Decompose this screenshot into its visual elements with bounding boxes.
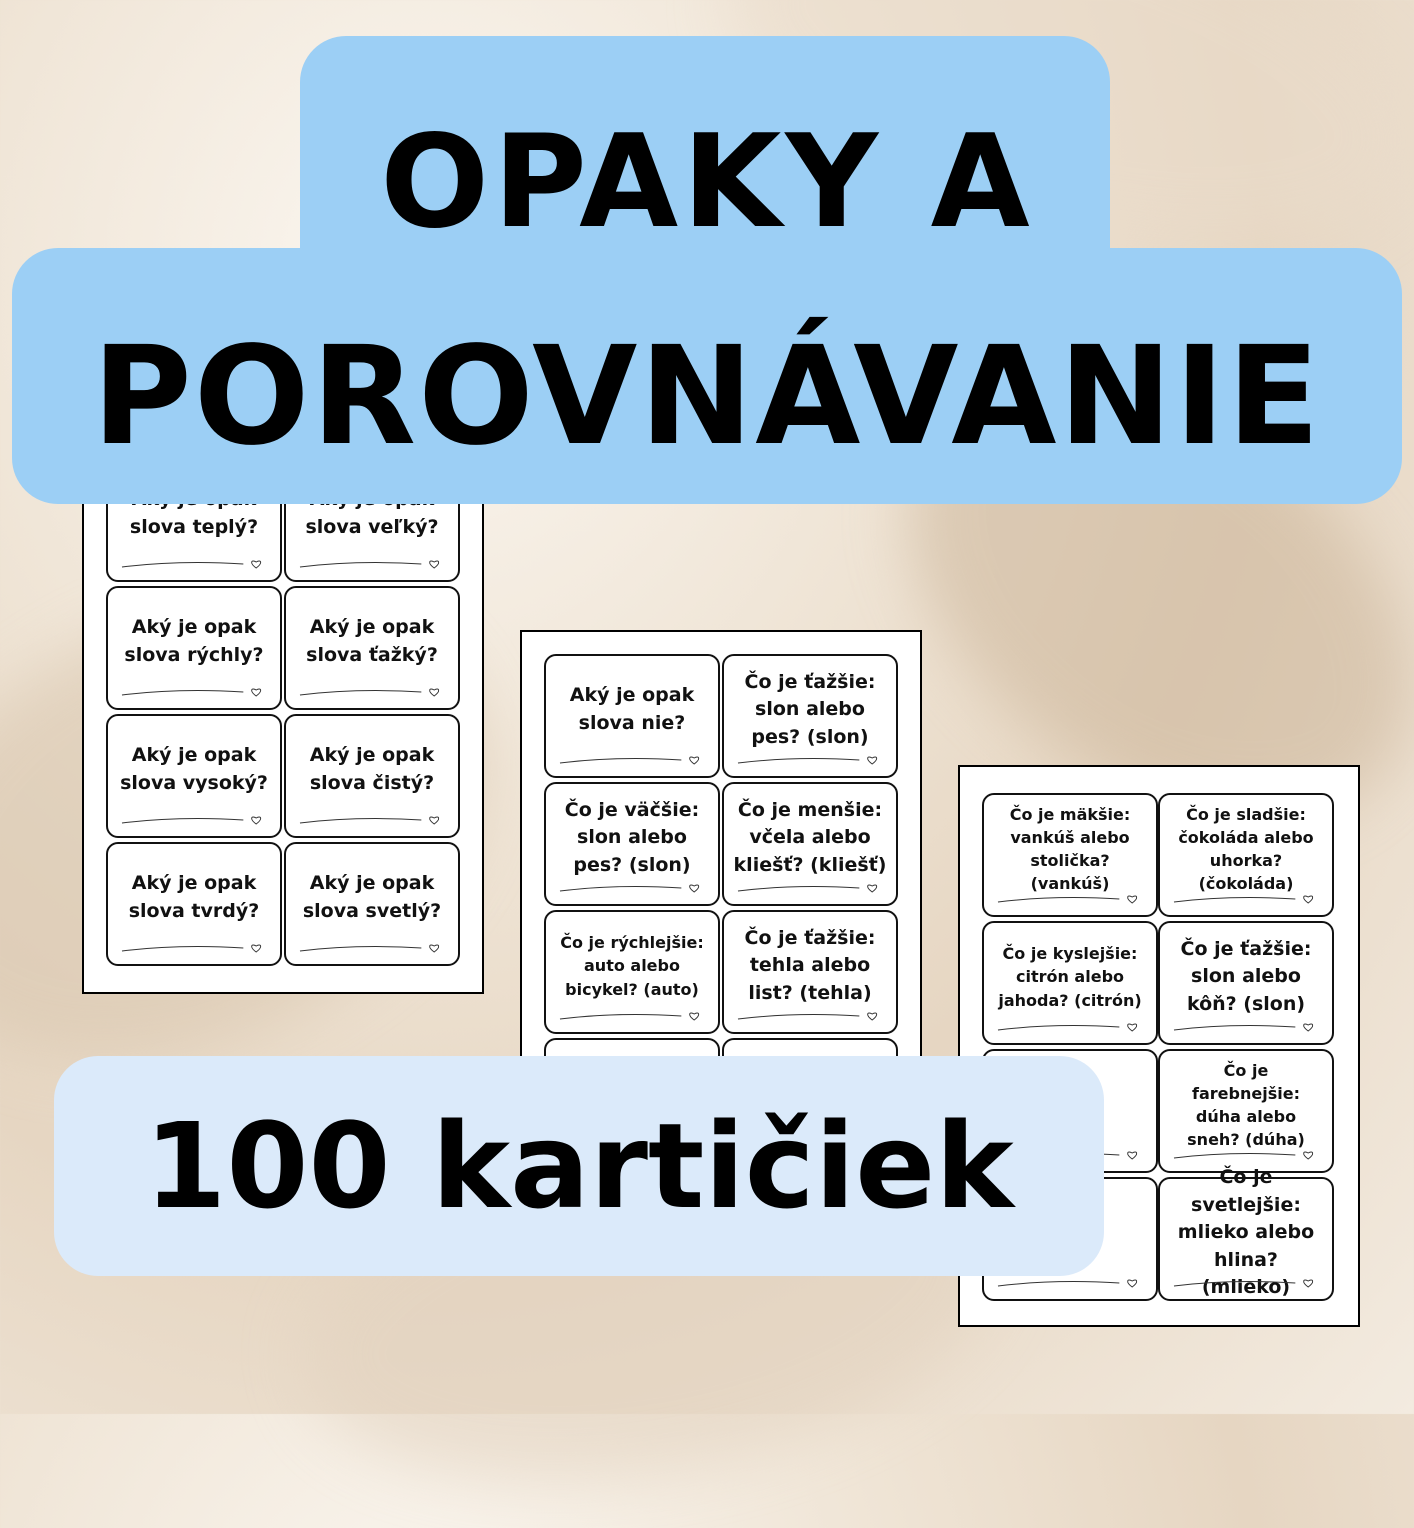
flashcard: Aký je opak slova tvrdý? [106,842,282,966]
page-title-line-2: POROVNÁVANIE [92,318,1322,476]
heart-swoosh-icon [1172,893,1320,905]
flashcard: Čo je ťažšie: slon alebo kôň? (slon) [1158,921,1334,1045]
heart-swoosh-icon [558,882,706,894]
flashcard: Čo je menšie: včela alebo kliešť? (kliešť) [722,782,898,906]
flashcard: Čo je kyslejšie: citrón alebo jahoda? (citrón) [982,921,1158,1045]
heart-swoosh-icon [736,754,884,766]
flashcard: Čo je rýchlejšie: auto alebo bicykel? (auto) [544,910,720,1034]
heart-swoosh-icon [736,1010,884,1022]
flashcard: Aký je opak slova čistý? [284,714,460,838]
heart-swoosh-icon [996,1277,1144,1289]
flashcard: Aký je opak slova vysoký? [106,714,282,838]
card-count-badge [54,1056,1104,1276]
heart-swoosh-icon [298,558,446,570]
heart-swoosh-icon [1172,1149,1320,1161]
flashcard: Čo je ťažšie: tehla alebo list? (tehla) [722,910,898,1034]
card-sheet-preview [82,448,484,994]
heart-swoosh-icon [558,1010,706,1022]
flashcard: Čo je svetlejšie: mlieko alebo hlina? (mlieko) [1158,1177,1334,1301]
heart-swoosh-icon [1172,1277,1320,1289]
flashcard: Čo je väčšie: slon alebo pes? (slon) [544,782,720,906]
card-sheet-preview [520,630,922,1090]
flashcard: Čo je farebnejšie: dúha alebo sneh? (dúha) [1158,1049,1334,1173]
page-title-line-1: OPAKY A [380,108,1034,257]
flashcard: Aký je opak slova rýchly? [106,586,282,710]
flashcard: Čo je mäkšie: vankúš alebo stolička? (vankúš) [982,793,1158,917]
flashcard: Čo je sladšie: čokoláda alebo uhorka? (čokoláda) [1158,793,1334,917]
card-count-label: 100 kartičiek [144,1097,1014,1235]
flashcard: slova veľký? [284,458,460,582]
heart-swoosh-icon [996,893,1144,905]
flashcard: Aký je opak slova svetlý? [284,842,460,966]
heart-swoosh-icon [298,686,446,698]
heart-swoosh-icon [120,814,268,826]
heart-swoosh-icon [298,942,446,954]
heart-swoosh-icon [558,754,706,766]
flashcard: Aký je opak slova nie? [544,654,720,778]
heart-swoosh-icon [120,686,268,698]
heart-swoosh-icon [736,882,884,894]
heart-swoosh-icon [298,814,446,826]
flashcard: Aký je opak slova ťažký? [284,586,460,710]
heart-swoosh-icon [120,558,268,570]
heart-swoosh-icon [120,942,268,954]
flashcard: slova teplý? [106,458,282,582]
flashcard: Čo je ťažšie: slon alebo pes? (slon) [722,654,898,778]
heart-swoosh-icon [996,1021,1144,1033]
heart-swoosh-icon [1172,1021,1320,1033]
